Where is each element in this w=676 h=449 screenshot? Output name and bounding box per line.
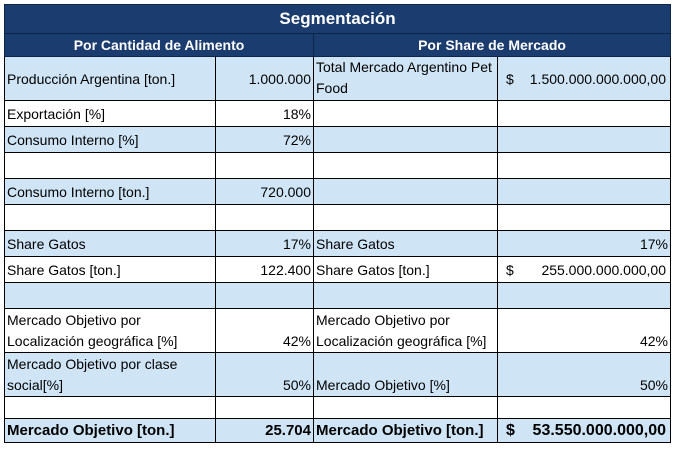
cell-consumo-interno-pct-value[interactable]: 72% xyxy=(216,127,314,153)
empty-cell[interactable] xyxy=(498,205,671,231)
cell-share-gatos-amount: 255.000.000.000,00 xyxy=(541,261,667,278)
cell-mercado-objetivo-right-value[interactable] xyxy=(498,419,671,443)
cell-produccion-label[interactable]: Producción Argentina [ton.] xyxy=(5,57,216,101)
empty-cell[interactable] xyxy=(5,283,216,309)
cell-consumo-interno-ton-label[interactable]: Consumo Interno [ton.] xyxy=(5,179,216,205)
header-left[interactable]: Por Cantidad de Alimento xyxy=(5,34,314,57)
cell-exportacion-label[interactable]: Exportación [%] xyxy=(5,101,216,127)
cell-mercado-objetivo-ton-label[interactable]: Mercado Objetivo [ton.] xyxy=(5,419,216,443)
header-right[interactable]: Por Share de Mercado xyxy=(314,34,671,57)
empty-cell[interactable] xyxy=(498,127,671,153)
currency-symbol: $ xyxy=(506,261,514,278)
cell-total-mercado-value[interactable] xyxy=(498,57,671,101)
cell-mercado-objetivo-pct-value[interactable]: 50% xyxy=(498,353,671,397)
cell-mercado-geo-right-value[interactable]: 42% xyxy=(498,309,671,353)
empty-cell[interactable] xyxy=(314,283,498,309)
cell-exportacion-value[interactable]: 18% xyxy=(216,101,314,127)
empty-cell[interactable] xyxy=(216,283,314,309)
currency-symbol: $ xyxy=(506,70,514,87)
cell-share-gatos-label[interactable]: Share Gatos xyxy=(5,231,216,257)
empty-cell[interactable] xyxy=(5,397,216,419)
empty-cell[interactable] xyxy=(314,179,498,205)
empty-cell[interactable] xyxy=(314,205,498,231)
cell-mercado-clase-value[interactable]: 50% xyxy=(216,353,314,397)
empty-cell[interactable] xyxy=(498,101,671,127)
cell-mercado-clase-label[interactable]: Mercado Objetivo por clase social[%] xyxy=(5,353,216,397)
cell-mercado-objetivo-amount: 53.550.000.000,00 xyxy=(532,421,667,439)
empty-cell[interactable] xyxy=(314,101,498,127)
cell-share-gatos-value[interactable]: 17% xyxy=(216,231,314,257)
cell-consumo-interno-pct-label[interactable]: Consumo Interno [%] xyxy=(5,127,216,153)
empty-cell[interactable] xyxy=(498,179,671,205)
cell-share-gatos-ton-label[interactable]: Share Gatos [ton.] xyxy=(5,257,216,283)
cell-share-gatos-ton-right-value[interactable] xyxy=(498,257,671,283)
cell-share-gatos-ton-right-label[interactable]: Share Gatos [ton.] xyxy=(314,257,498,283)
cell-mercado-geo-right-label[interactable]: Mercado Objetivo por Localización geográfica [%] xyxy=(314,309,498,353)
cell-share-gatos-ton-value[interactable]: 122.400 xyxy=(216,257,314,283)
empty-cell[interactable] xyxy=(5,205,216,231)
empty-cell[interactable] xyxy=(216,205,314,231)
segmentation-sheet xyxy=(4,4,670,443)
empty-cell[interactable] xyxy=(314,397,498,419)
cell-mercado-objetivo-right-label[interactable]: Mercado Objetivo [ton.] xyxy=(314,419,498,443)
cell-consumo-interno-ton-value[interactable]: 720.000 xyxy=(216,179,314,205)
empty-cell[interactable] xyxy=(498,153,671,179)
empty-cell[interactable] xyxy=(498,283,671,309)
cell-share-gatos-right-value[interactable]: 17% xyxy=(498,231,671,257)
empty-cell[interactable] xyxy=(498,397,671,419)
cell-total-mercado-amount: 1.500.000.000.000,00 xyxy=(529,70,667,87)
cell-mercado-objetivo-pct-label[interactable]: Mercado Objetivo [%] xyxy=(314,353,498,397)
cell-share-gatos-right-label[interactable]: Share Gatos xyxy=(314,231,498,257)
currency-symbol: $ xyxy=(506,421,515,439)
empty-cell[interactable] xyxy=(216,153,314,179)
empty-cell[interactable] xyxy=(5,153,216,179)
empty-cell[interactable] xyxy=(314,153,498,179)
cell-mercado-objetivo-ton-value[interactable]: 25.704 xyxy=(216,419,314,443)
cell-mercado-geo-label[interactable]: Mercado Objetivo por Localización geográfica [%] xyxy=(5,309,216,353)
cell-produccion-value[interactable]: 1.000.000 xyxy=(216,57,314,101)
empty-cell[interactable] xyxy=(314,127,498,153)
sheet-title[interactable]: Segmentación xyxy=(5,5,671,34)
empty-cell[interactable] xyxy=(216,397,314,419)
cell-mercado-geo-value[interactable]: 42% xyxy=(216,309,314,353)
cell-total-mercado-label[interactable]: Total Mercado Argentino Pet Food xyxy=(314,57,498,101)
segmentation-table xyxy=(4,4,671,443)
